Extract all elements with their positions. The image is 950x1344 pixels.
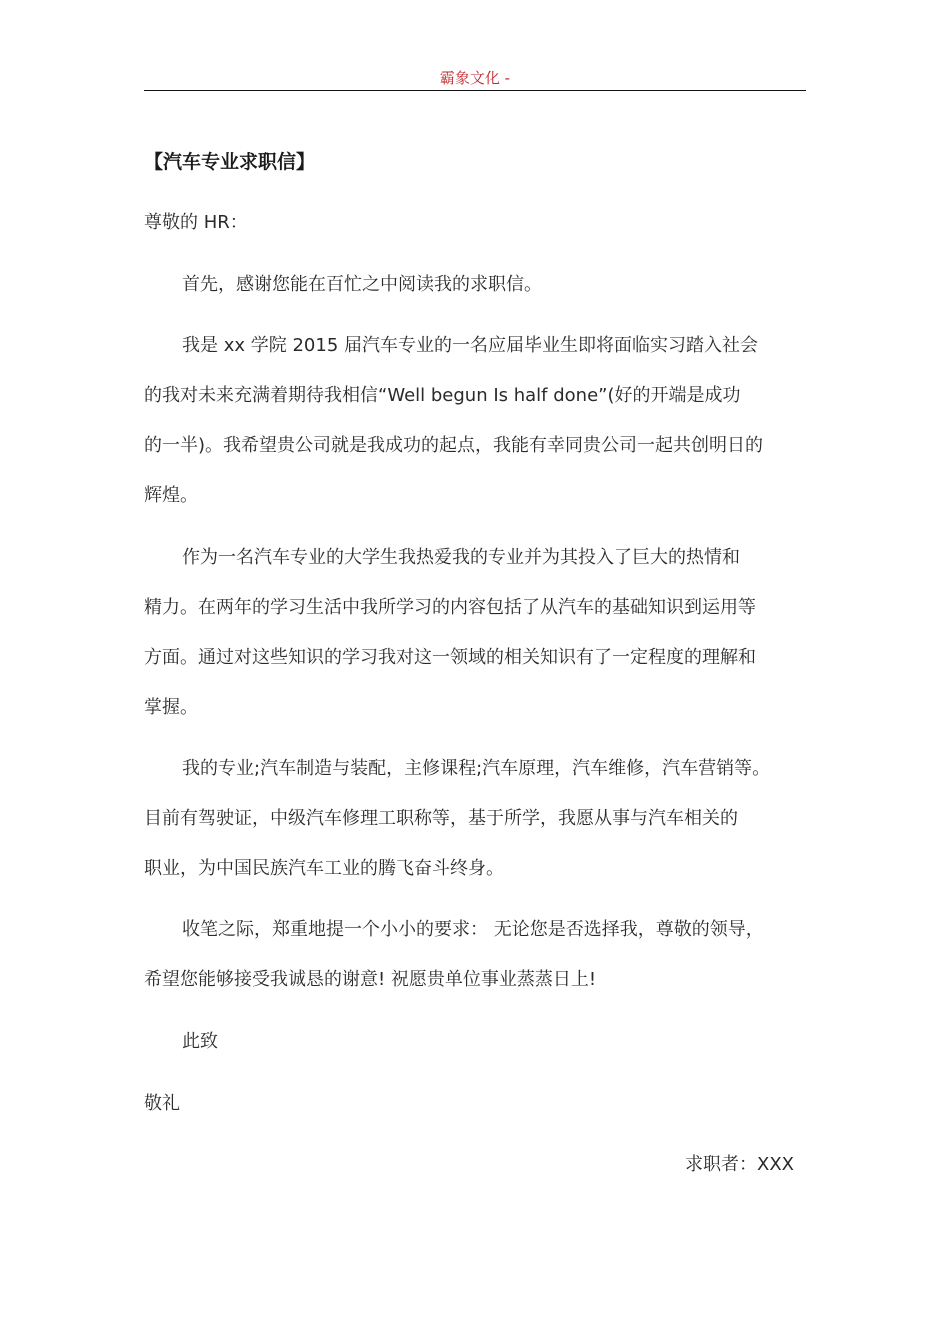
salutation: 尊敬的 HR： — [144, 212, 248, 233]
header-divider — [144, 90, 806, 91]
paragraph-line: 作为一名汽车专业的大学生我热爱我的专业并为其投入了巨大的热情和 — [182, 547, 740, 568]
closing-line: 此致 — [182, 1031, 218, 1052]
paragraph-line: 精力。在两年的学习生活中我所学习的内容包括了从汽车的基础知识到运用等 — [144, 597, 756, 618]
paragraph-line: 首先，感谢您能在百忙之中阅读我的求职信。 — [182, 274, 542, 295]
signature: 求职者：XXX — [685, 1154, 794, 1175]
paragraph-line: 的我对未来充满着期待我相信“Well begun Is half done”(好的开端是成功 — [144, 385, 741, 406]
paragraph-line: 的一半)。我希望贵公司就是我成功的起点，我能有幸同贵公司一起共创明日的 — [144, 435, 764, 456]
page-header: 霸象文化 - — [439, 69, 511, 87]
paragraph-line: 我是 xx 学院 2015 届汽车专业的一名应届毕业生即将面临实习踏入社会 — [182, 335, 758, 356]
paragraph-line: 掌握。 — [144, 697, 198, 718]
paragraph-line: 方面。通过对这些知识的学习我对这一领域的相关知识有了一定程度的理解和 — [144, 647, 756, 668]
paragraph-line: 辉煌。 — [144, 485, 198, 506]
paragraph-line: 收笔之际，郑重地提一个小小的要求： 无论您是否选择我，尊敬的领导， — [182, 919, 764, 940]
paragraph-line: 希望您能够接受我诚恳的谢意! 祝愿贵单位事业蒸蒸日上! — [144, 969, 597, 990]
paragraph-line: 职业，为中国民族汽车工业的腾飞奋斗终身。 — [144, 858, 504, 879]
letter-title: 【汽车专业求职信】 — [144, 151, 316, 173]
paragraph-line: 目前有驾驶证，中级汽车修理工职称等，基于所学，我愿从事与汽车相关的 — [144, 808, 738, 829]
regards-line: 敬礼 — [144, 1093, 180, 1114]
paragraph-line: 我的专业;汽车制造与装配，主修课程;汽车原理，汽车维修，汽车营销等。 — [182, 758, 771, 779]
